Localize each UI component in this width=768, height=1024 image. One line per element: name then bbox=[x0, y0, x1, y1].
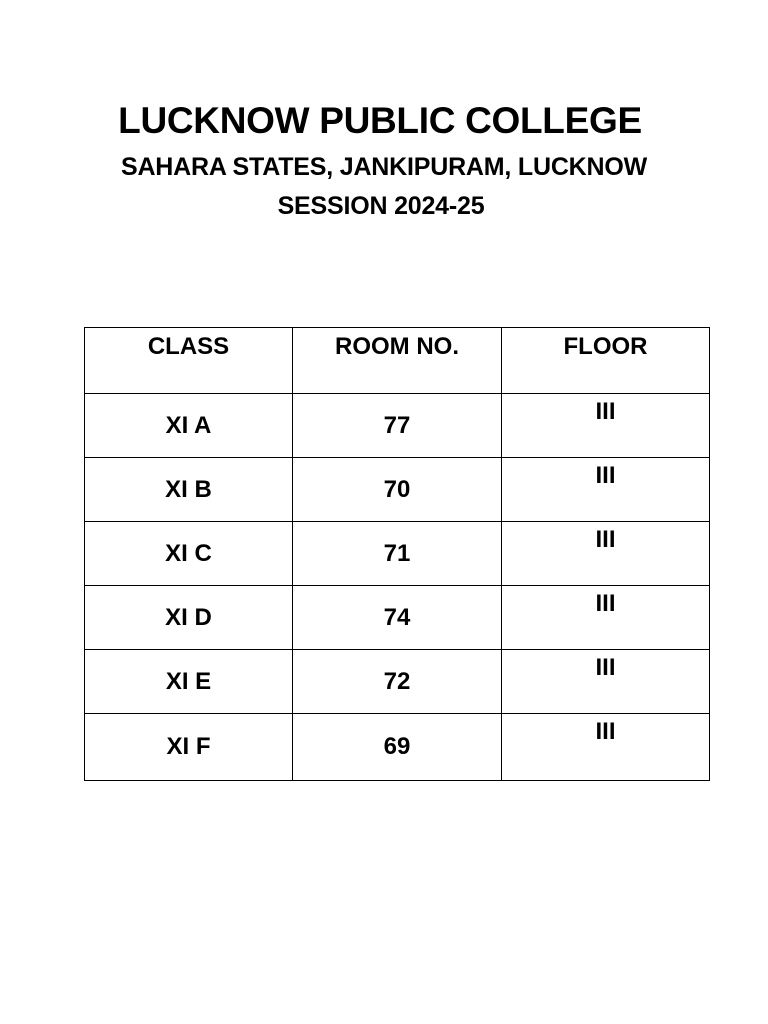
table-header-row bbox=[85, 328, 710, 394]
class-cell: XI D bbox=[85, 586, 293, 650]
room-cell: 70 bbox=[293, 458, 502, 522]
column-header-class: CLASS bbox=[85, 328, 293, 394]
table-row bbox=[85, 650, 710, 714]
room-cell: 72 bbox=[293, 650, 502, 714]
table-row bbox=[85, 714, 710, 781]
floor-cell: III bbox=[502, 394, 710, 458]
floor-cell: III bbox=[502, 522, 710, 586]
class-cell: XI C bbox=[85, 522, 293, 586]
room-cell: 69 bbox=[293, 714, 502, 781]
table-row bbox=[85, 458, 710, 522]
floor-cell: III bbox=[502, 458, 710, 522]
college-address: SAHARA STATES, JANKIPURAM, LUCKNOW bbox=[120, 153, 648, 181]
room-allocation-table bbox=[84, 327, 710, 781]
class-cell: XI F bbox=[85, 714, 293, 781]
table-row bbox=[85, 522, 710, 586]
table-row bbox=[85, 586, 710, 650]
session-label: SESSION 2024-25 bbox=[277, 192, 485, 220]
column-header-room: ROOM NO. bbox=[293, 328, 502, 394]
college-title: LUCKNOW PUBLIC COLLEGE bbox=[118, 100, 642, 141]
room-cell: 74 bbox=[293, 586, 502, 650]
floor-cell: III bbox=[502, 714, 710, 781]
room-cell: 77 bbox=[293, 394, 502, 458]
column-header-floor: FLOOR bbox=[502, 328, 710, 394]
floor-cell: III bbox=[502, 586, 710, 650]
floor-cell: III bbox=[502, 650, 710, 714]
room-cell: 71 bbox=[293, 522, 502, 586]
table-row bbox=[85, 394, 710, 458]
class-cell: XI E bbox=[85, 650, 293, 714]
class-cell: XI A bbox=[85, 394, 293, 458]
class-cell: XI B bbox=[85, 458, 293, 522]
